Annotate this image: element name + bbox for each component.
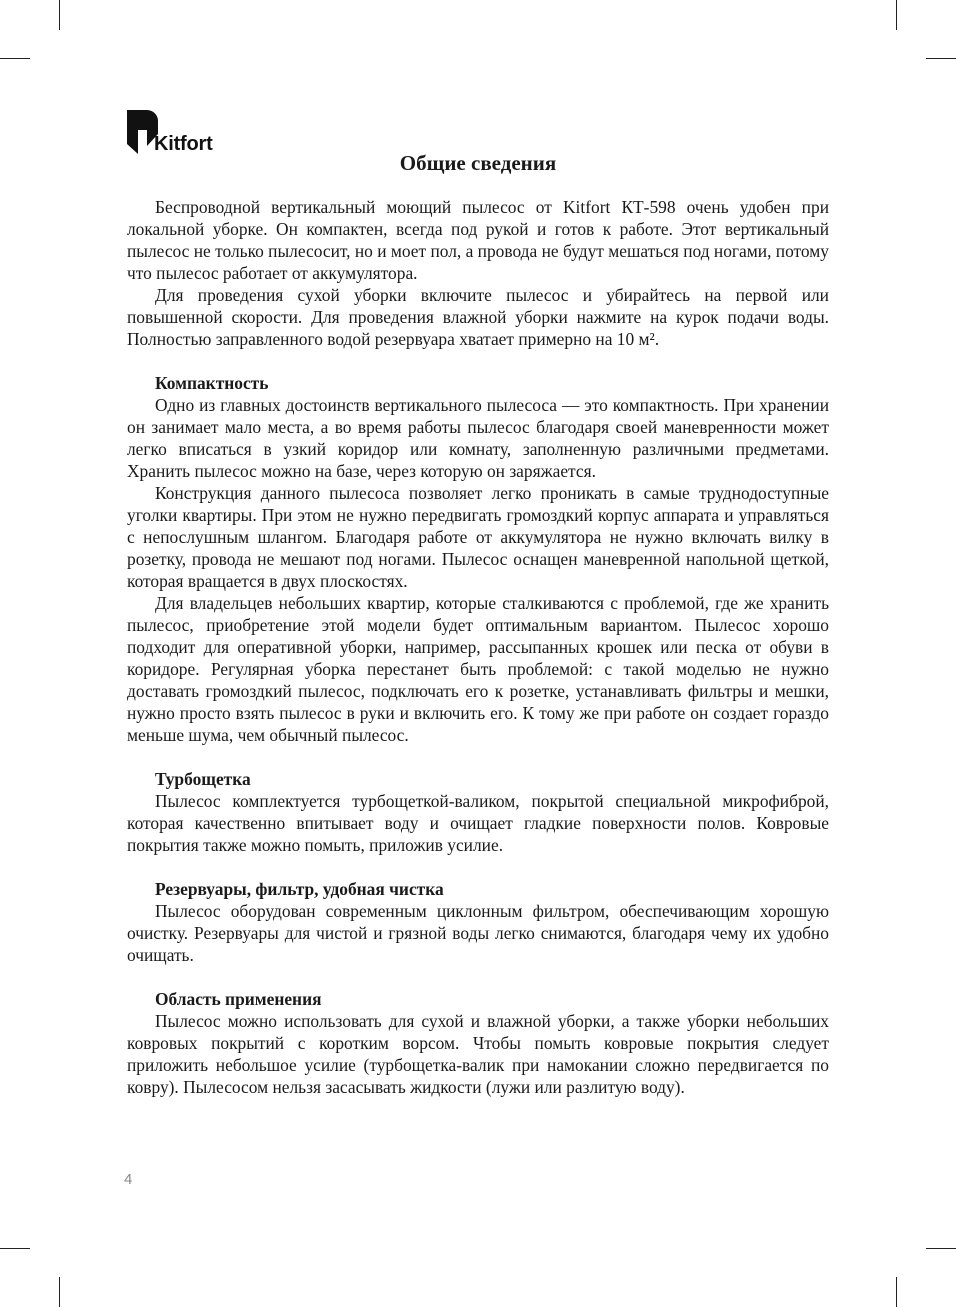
section-heading-application: Область применения [155, 989, 322, 1009]
section-paragraph: Пылесос можно использовать для сухой и влажной уборки, а также уборки небольших ковровых покрытий с коротким ворсом. Чтобы помыть ковровые покрытия следует приложить небольшое усилие (турбощетка-валик при намокании сложно передвигается по ковру). Пылесосом нельзя засасывать жидкости (лужи или разлитую воду). [127, 1011, 829, 1097]
section-paragraph: Одно из главных достоинств вертикального пылесоса — это компактность. При хранении он занимает мало места, а во время работы пылесос благодаря своей маневренности может легко вписаться в узкий коридор или комнату, заполненную различными предметами. Хранить пылесос можно на базе, через которую он заряжается. [127, 395, 829, 481]
brand-name: Kitfort [154, 133, 213, 155]
section-heading-tanks-filter: Резервуары, фильтр, удобная чистка [155, 879, 444, 899]
document-body [127, 196, 829, 1098]
section-paragraph: Пылесос комплектуется турбощеткой-валиком, покрытой специальной микрофиброй, которая качественно впитывает воду и очищает гладкие поверхности полов. Ковровые покрытия также можно помыть, приложив усилие. [127, 791, 829, 855]
crop-mark-top-left [59, 0, 60, 30]
section-heading-compactness: Компактность [155, 373, 269, 393]
intro-paragraph: Для проведения сухой уборки включите пылесос и убирайтесь на первой или повышенной скорости. Для проведения влажной уборки нажмите на курок подачи воды. Полностью заправленного водой резервуара хватает примерно на 10 м². [127, 285, 829, 349]
crop-mark-bottom-left-h [0, 1248, 30, 1249]
crop-mark-bottom-right [896, 1277, 897, 1307]
intro-paragraph: Беспроводной вертикальный моющий пылесос от Kitfort КТ-598 очень удобен при локальной уборке. Он компактен, всегда под рукой и готов к работе. Этот вертикальный пылесос не только пылесосит, но и моет пол, а провода не будут мешаться под ногами, потому что пылесос работает от аккумулятора. [127, 197, 829, 283]
crop-mark-top-right-h [926, 58, 956, 59]
section-paragraph: Для владельцев небольших квартир, которые сталкиваются с проблемой, где же хранить пылесос, приобретение этой модели будет оптимальным вариантом. Пылесос хорошо подходит для оперативной уборки, например, рассыпанных крошек или песка от обуви в коридоре. Регулярная уборка перестанет быть проблемой: с такой моделью не нужно доставать громоздкий пылесос, подключать его к розетке, устанавливать фильтры и мешки, нужно просто взять пылесос в руки и включить его. К тому же при работе он создает гораздо меньше шума, чем обычный пылесос. [127, 593, 829, 745]
section-paragraph: Конструкция данного пылесоса позволяет легко проникать в самые труднодоступные уголки квартиры. При этом не нужно передвигать громоздкий корпус аппарата и управляться с непослушным шлангом. Благодаря работе от аккумулятора не нужно включать вилку в розетку, провода не мешают под ногами. Пылесос оснащен маневренной напольной щеткой, которая вращается в двух плоскостях. [127, 483, 829, 591]
page-number: 4 [124, 1171, 133, 1188]
crop-mark-bottom-right-h [926, 1248, 956, 1249]
section-paragraph: Пылесос оборудован современным циклонным фильтром, обеспечивающим хорошую очистку. Резервуары для чистой и грязной воды легко снимаются, благодаря чему их удобно очищать. [127, 901, 829, 965]
section-heading-turbobrush: Турбощетка [155, 769, 251, 789]
crop-mark-bottom-left [59, 1277, 60, 1307]
page-title: Общие сведения [399, 151, 557, 175]
crop-mark-top-right [896, 0, 897, 30]
crop-mark-top-left-h [0, 58, 30, 59]
